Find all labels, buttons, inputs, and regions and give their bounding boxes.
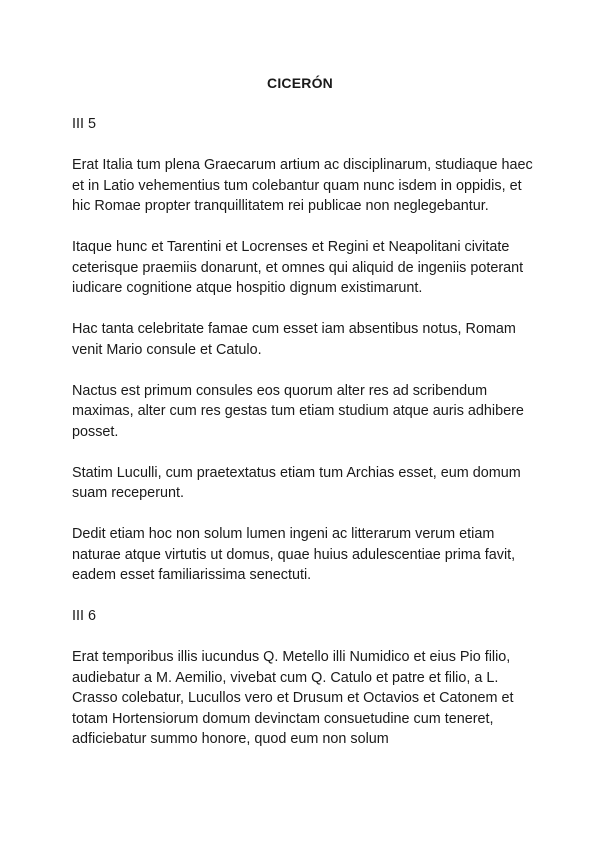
paragraph: Dedit etiam hoc non solum lumen ingeni ac litterarum verum etiam naturae atque virtutis ut domus, quae huius adulescentiae prima favit, eadem esset familiarissima senectuti. bbox=[72, 526, 516, 583]
section-label-iii-6: III 6 bbox=[72, 608, 96, 624]
paragraph: Hac tanta celebritate famae cum esset iam absentibus notus, Romam venit Mario consule et Catulo. bbox=[72, 321, 516, 358]
paragraph: Itaque hunc et Tarentini et Locrenses et Regini et Neapolitani civitate ceterisque praemiis donarunt, et omnes qui aliquid de ingeniis poterant iudicare cognitione atque hospitio dignum existimarunt. bbox=[72, 239, 524, 296]
paragraph: Nactus est primum consules eos quorum alter res ad scribendum maximas, alter cum res gestas tum etiam studium atque auris adhibere posset. bbox=[72, 382, 524, 440]
document-title: CICERÓN bbox=[267, 75, 333, 91]
section-label-iii-5: III 5 bbox=[72, 116, 96, 132]
paragraph: Erat Italia tum plena Graecarum artium ac disciplinarum, studiaque haec et in Latio vehementius tum colebantur quam nunc isdem in oppidis, et hic Romae propter tranquillitatem rei publicae non neglegebantur. bbox=[72, 157, 533, 214]
paragraph: Statim Luculli, cum praetextatus etiam tum Archias esset, eum domum suam receperunt. bbox=[72, 464, 521, 501]
document-body bbox=[72, 114, 540, 770]
paragraph: Erat temporibus illis iucundus Q. Metello illi Numidico et eius Pio filio, audiebatur a M. Aemilio, vivebat cum Q. Catulo et patre et filio, a L. Crasso colebatur, Lucullos vero et Drusum et Octavios et Catonem et totam Hortensiorum domum devinctam consuetudine cum teneret, adficiebatur summo honore, quod eum non solum bbox=[72, 649, 514, 747]
